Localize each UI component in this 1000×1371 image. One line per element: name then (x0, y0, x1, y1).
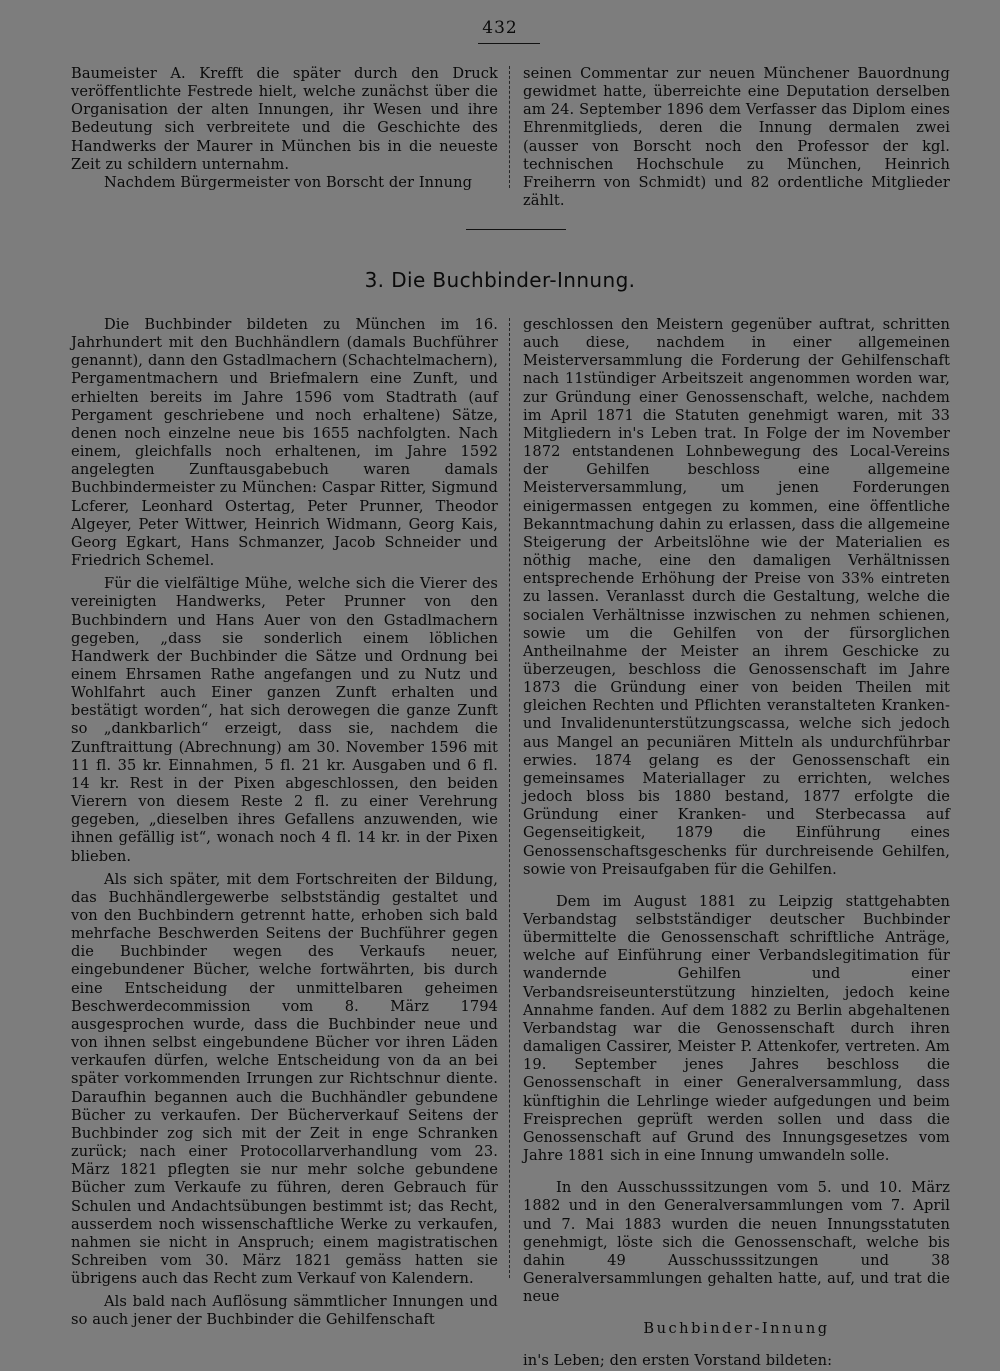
section-title: 3. Die Buchbinder-Innung. (364, 268, 636, 292)
paragraph: geschlossen den Meistern gegenüber auftrat, schritten auch diese, nachdem in einer allgemeinen Meisterversammlung die Forderung der Gehilfenschaft nach 11stündiger Arbeitszeit angenommen worden war, zur Gründung einer Genossenschaft, welche, nachdem im April 1871 die Statuten genehmigt waren, mit 33 Mitgliedern in's Leben trat. In Folge der im November 1872 entstandenen Lohnbewegung des Local-Vereins der Gehilfen beschloss eine allgemeine Meisterversammlung, um jenen Forderungen einigermassen entgegen zu kommen, eine öffentliche Bekanntmachung dahin zu erlassen, dass die allgemeine Steigerung der Arbeitslöhne wie der Materialien es nöthig mache, eine den damaligen Verhältnissen entsprechende Erhöhung der Preise von 33% eintreten zu lassen. Veranlasst durch die Gestaltung, welche die socialen Verhältnisse inzwischen zu nehmen schienen, sowie um die Gehilfen von der fürsorglichen Antheilnahme der Meister an ihrem Geschicke zu überzeugen, beschloss die Genossenschaft im Jahre 1873 die Gründung einer von beiden Theilen mit gleichen Rechten und Pflichten veranstalteten Kranken- und Invalidenunterstützungscassa, welche sich jedoch aus Mangel an pecuniären Mitteln als undurchführbar erwies. 1874 gelang es der Genossenschaft ein gemeinsames Materiallager zu errichten, welches jedoch bloss bis 1880 bestand, 1877 erfolgte die Gründung einer Kranken- und Sterbecassa auf Gegenseitigkeit, 1879 die Einführung eines Genossenschaftsgeschenks für durchreisende Gehilfen, sowie von Preisaufgaben für die Gehilfen. (523, 316, 950, 878)
top-right-column (523, 65, 950, 210)
paragraph: Für die vielfältige Mühe, welche sich die Vierer des vereinigten Handwerks, Peter Prunner von den Buchbindern und Hans Auer von den Gstadlmachern gegeben, „dass sie sonderlich einem löblichen Handwerk der Buchbinder die Sätze und Ordnung bei einem Ehrsamen Rathe angefangen und zu Nutz und Wohlfahrt auch Einer ganzen Zunft erhalten und bestätigt worden“, hat sich derowegen die ganze Zunft so „dankbarlich“ erzeigt, dass sie, nachdem die Zunftraittung (Abrechnung) am 30. November 1596 mit 11 fl. 35 kr. Einnahmen, 5 fl. 21 kr. Ausgaben und 6 fl. 14 kr. Rest in der Pixen abgeschlossen, den beiden Vierern von diesem Reste 2 fl. zu einer Verehrung gegeben, „dieselben ihres Gefallens anzuwenden, wie ihnen gefällig ist“, wonach noch 4 fl. 14 kr. in der Pixen blieben. (71, 575, 498, 865)
page-number: 432 (482, 18, 518, 38)
page-number-rule (478, 43, 540, 44)
paragraph: seinen Commentar zur neuen Münchener Bauordnung gewidmet hatte, überreichte eine Deputation derselben am 24. September 1896 dem Verfasser das Diplom eines Ehrenmitglieds, deren die Innung dermalen zwei (ausser von Borscht noch den Professor der kgl. technischen Hochschule zu München, Heinrich Freiherrn von Schmidt) und 82 ordentliche Mitglieder zählt. (523, 65, 950, 210)
bottom-left-column (71, 316, 498, 1330)
paragraph: in's Leben; den ersten Vorstand bildeten: (523, 1352, 833, 1370)
paragraph: Als bald nach Auflösung sämmtlicher Innungen und so auch jener der Buchbinder die Gehilfenschaft (71, 1293, 498, 1329)
paragraph: In den Ausschusssitzungen vom 5. und 10. März 1882 und in den Generalversammlungen vom 7. April und 7. Mai 1883 wurden die neuen Innungsstatuten genehmigt, löste sich die Genossenschaft, welche bis dahin 49 Ausschusssitzungen und 38 Generalversammlungen gehalten hatte, auf, und trat die neue (523, 1179, 950, 1306)
paragraph: Nachdem Bürgermeister von Borscht der Innung (104, 173, 473, 191)
bottom-right-column (523, 316, 950, 1371)
column-divider (509, 66, 510, 188)
column-divider (509, 318, 510, 1278)
innung-name-heading: Buchbinder-Innung (643, 1320, 830, 1338)
paragraph: Dem im August 1881 zu Leipzig stattgehabten Verbandstag selbstständiger deutscher Buchbinder übermittelte die Genossenschaft schriftliche Anträge, welche auf Einführung einer Verbandslegitimation für wandernde Gehilfen und einer Verbandsreiseunterstützung hinzielten, jedoch keine Annahme fanden. Auf dem 1882 zu Berlin abgehaltenen Verbandstag war die Genossenschaft durch ihren damaligen Cassirer, Meister P. Attenkofer, vertreten. Am 19. September jenes Jahres beschloss die Genossenschaft in einer Generalversammlung, dass künftighin die Lehrlinge wieder aufgedungen und beim Freisprechen geprüft werden sollen und dass die Genossenschaft auf Grund des Innungsgesetzes vom Jahre 1881 sich in eine Innung umwandeln solle. (523, 892, 950, 1165)
paragraph: Als sich später, mit dem Fortschreiten der Bildung, das Buchhändlergewerbe selbstständig gestaltet und von den Buchbindern getrennt hatte, erhoben sich bald mehrfache Beschwerden Seitens der Buchführer gegen die Buchbinder wegen des Verkaufs neuer, eingebundener Bücher, welche fortwährten, bis durch eine Entscheidung der unmittelbaren geheimen Beschwerdecommission vom 8. März 1794 ausgesprochen wurde, dass die Buchbinder neue und von ihnen selbst eingebundene Bücher vor ihren Läden verkaufen dürfen, welche Entscheidung von da an bei später vorkommenden Irrungen zur Richtschnur diente. Daraufhin begannen auch die Buchhändler gebundene Bücher zu verkaufen. Der Bücherverkauf Seitens der Buchbinder zog sich mit der Zeit in enge Schranken zurück; nach einer Protocollarverhandlung vom 23. März 1821 pflegten sie nur mehr solche gebundene Bücher zum Verkaufe zu führen, deren Gebrauch für Schulen und Andachtsübungen bestimmt ist; das Recht, ausserdem noch wissenschaftliche Werke zu verkaufen, nahmen sie nicht in Anspruch; einem magistratischen Schreiben vom 30. März 1821 gemäss hatten sie übrigens auch das Recht zum Verkauf von Kalendern. (71, 870, 498, 1288)
paragraph: Die Buchbinder bildeten zu München im 16. Jahrhundert mit den Buchhändlern (damals Buchführer genannt), dann den Gstadlmachern (Schachtelmachern), Pergamentmachern und Briefmalern eine Zunft, und erhielten bereits im Jahre 1596 vom Stadtrath (auf Pergament geschriebene und noch erhaltene) Sätze, denen noch einzelne neue bis 1655 nachfolgten. Nach einem, gleichfalls noch erhaltenen, im Jahre 1592 angelegten Zunftausgabebuch waren damals Buchbindermeister zu München: Caspar Ritter, Sigmund Lcferer, Leonhard Ostertag, Peter Prunner, Theodor Algeyer, Peter Wittwer, Heinrich Widmann, Georg Kais, Georg Egkart, Hans Schmanzer, Jacob Schneider und Friedrich Schemel. (71, 316, 498, 570)
section-separator-rule (466, 229, 566, 230)
top-left-column (71, 65, 498, 192)
paragraph: Baumeister A. Krefft die später durch den Druck veröffentlichte Festrede hielt, welche zunächst über die Organisation der alten Innungen, ihr Wesen und ihre Bedeutung sich verbreitete und die Geschichte des Handwerks der Maurer in München bis in die neueste Zeit zu schildern unternahm. (71, 65, 498, 173)
